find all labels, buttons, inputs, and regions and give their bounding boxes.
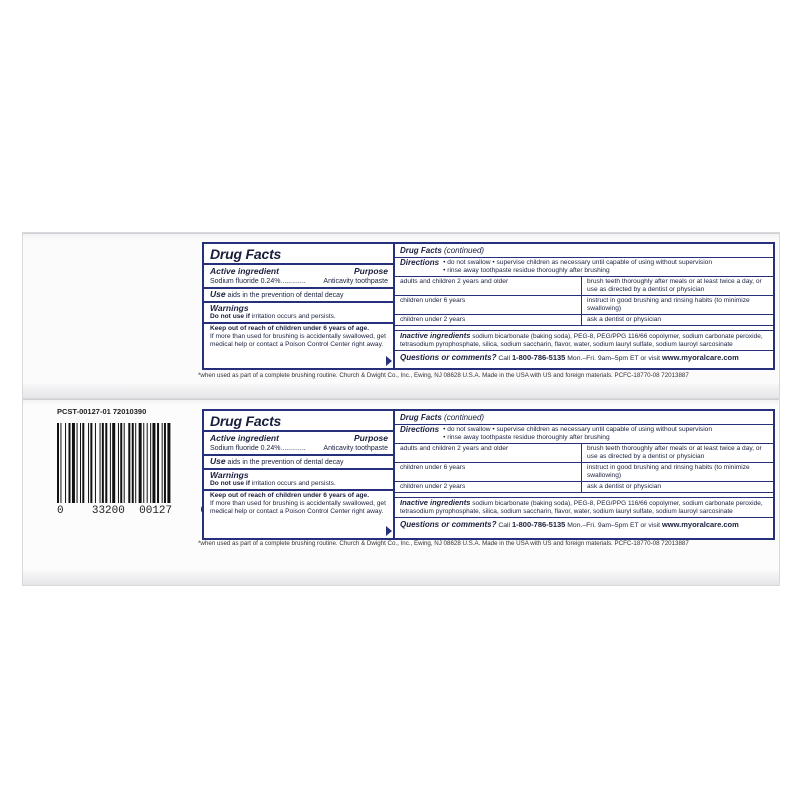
drug-facts-title: Drug Facts <box>204 411 394 432</box>
warnings-section <box>204 470 394 491</box>
ingredient-row <box>204 276 394 289</box>
questions-row: Questions or comments? Call 1-800-786-5135 Mon.–Fri. 9am–5pm ET or visit www.myoralcare.com <box>400 520 739 529</box>
drug-facts-continued-panel <box>393 409 775 540</box>
directions-text-1: • do not swallow • supervise children as necessary until capable of using without supervision <box>443 426 713 433</box>
keep-out-text: Keep out of reach of children under 6 years of age. <box>210 492 370 499</box>
questions-row: Questions or comments? Call 1-800-786-5135 Mon.–Fri. 9am–5pm ET or visit www.myoralcare.com <box>400 353 739 362</box>
warnings-section <box>204 303 394 324</box>
active-ingredient-label: Active ingredient <box>210 433 279 443</box>
directions-label: Directions <box>400 258 440 267</box>
barcode <box>57 423 199 503</box>
footnote: *when used as part of a complete brushing routine. Church & Dwight Co., Inc., Ewing, NJ 08628 U.S.A. Made in the USA with US and foreign materials. PCFC-18770-08 72013887 <box>198 540 689 547</box>
continue-arrow-icon <box>386 356 392 366</box>
use-label: Use <box>210 456 226 466</box>
drug-facts-panel <box>202 242 396 370</box>
directions-table <box>395 444 773 493</box>
use-row <box>204 456 394 470</box>
use-label: Use <box>210 289 226 299</box>
keep-out-section <box>204 491 394 517</box>
purpose-label: Purpose <box>353 266 388 276</box>
footnote: *when used as part of a complete brushing routine. Church & Dwight Co., Inc., Ewing, NJ 08628 U.S.A. Made in the USA with US and foreign materials. PCFC-18770-08 72013887 <box>198 372 689 379</box>
directions-label: Directions <box>400 425 440 434</box>
toothpaste-box-bottom <box>22 398 780 586</box>
use-text: aids in the prevention of dental decay <box>227 459 344 466</box>
do-not-use-label: Do not use if <box>210 480 250 487</box>
active-ingredient-header <box>204 265 394 276</box>
active-ingredient-header <box>204 432 394 443</box>
drug-facts-continued-panel <box>393 242 775 370</box>
keep-out-text: Keep out of reach of children under 6 years of age. <box>210 325 370 332</box>
directions-text-2: • rinse away toothpaste residue thoroughly after brushing <box>443 434 610 441</box>
ingredient-purpose: Anticavity toothpaste <box>323 445 388 452</box>
ingredient-row <box>204 443 394 456</box>
keep-out-section <box>204 324 394 350</box>
continued-title: Drug Facts (continued) <box>395 244 773 258</box>
ingredient-text: Sodium fluoride 0.24%............. <box>210 278 306 285</box>
barcode-digits: 0 33200 00127 <box>57 505 173 517</box>
directions-text-2: • rinse away toothpaste residue thoroughly after brushing <box>443 267 610 274</box>
inactive-ingredients: Inactive ingredients sodium bicarbonate (baking soda), PEG-8, PEG/PPG 116/66 copolymer, sodium carbonate peroxide, tetrasodium pyrophosphate, silica, sodium saccharin, flavor, water, sodium lauryl sulfate, sodium lauroyl sarcosinate <box>395 497 773 518</box>
do-not-use-text: irritation occurs and persists. <box>251 313 336 320</box>
purpose-label: Purpose <box>353 433 388 443</box>
table-row: adults and children 2 years and older brush teeth thoroughly after meals or at least twice a day, or use as directed by a dentist or physician <box>395 444 773 463</box>
directions-row <box>395 425 773 444</box>
continued-title: Drug Facts (continued) <box>395 411 773 425</box>
table-row: children under 6 years instruct in good brushing and rinsing habits (to minimize swallowing) <box>395 296 773 315</box>
use-row <box>204 289 394 303</box>
use-text: aids in the prevention of dental decay <box>227 292 344 299</box>
do-not-use-text: irritation occurs and persists. <box>251 480 336 487</box>
inactive-ingredients: Inactive ingredients sodium bicarbonate (baking soda), PEG-8, PEG/PPG 116/66 copolymer, sodium carbonate peroxide, tetrasodium pyrophosphate, silica, sodium saccharin, flavor, water, sodium lauryl sulfate, sodium lauroyl sarcosinate <box>395 330 773 351</box>
continue-arrow-icon <box>386 526 392 536</box>
active-ingredient-label: Active ingredient <box>210 266 279 276</box>
drug-facts-title: Drug Facts <box>204 244 394 265</box>
swallow-text: If more than used for brushing is accidentally swallowed, get medical help or contact a Poison Control Center right away. <box>210 500 386 515</box>
table-row: children under 6 years instruct in good brushing and rinsing habits (to minimize swallowing) <box>395 463 773 482</box>
table-row: children under 2 years ask a dentist or physician <box>395 315 773 326</box>
do-not-use-label: Do not use if <box>210 313 250 320</box>
swallow-text: If more than used for brushing is accidentally swallowed, get medical help or contact a Poison Control Center right away. <box>210 333 386 348</box>
warnings-title: Warnings <box>210 303 249 313</box>
product-code: PCST-00127-01 72010390 <box>57 407 147 416</box>
ingredient-text: Sodium fluoride 0.24%............. <box>210 445 306 452</box>
directions-row <box>395 258 773 277</box>
table-row: children under 2 years ask a dentist or physician <box>395 482 773 493</box>
table-row: adults and children 2 years and older brush teeth thoroughly after meals or at least twice a day, or use as directed by a dentist or physician <box>395 277 773 296</box>
directions-table <box>395 277 773 326</box>
toothpaste-box-top <box>22 232 780 399</box>
directions-text-1: • do not swallow • supervise children as necessary until capable of using without supervision <box>443 259 713 266</box>
warnings-title: Warnings <box>210 470 249 480</box>
ingredient-purpose: Anticavity toothpaste <box>323 278 388 285</box>
drug-facts-panel <box>202 409 396 540</box>
